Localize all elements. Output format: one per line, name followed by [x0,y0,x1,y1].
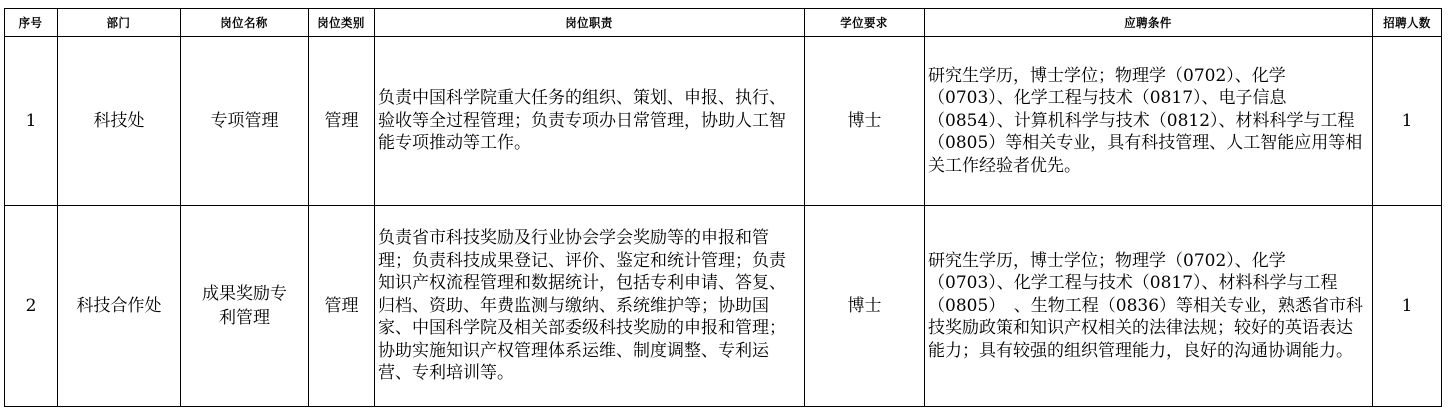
header-count: 招聘人数 [1373,9,1442,37]
cell-degree: 博士 [805,37,925,206]
header-conditions: 应聘条件 [925,9,1373,37]
cell-count: 1 [1373,206,1442,407]
header-degree: 学位要求 [805,9,925,37]
recruitment-table [4,8,1442,407]
cell-position-name: 专项管理 [181,37,309,206]
cell-duty: 负责省市科技奖励及行业协会学会奖励等的申报和管理；负责科技成果登记、评价、鉴定和统计管理；负责知识产权流程管理和数据统计，包括专利申请、答复、归档、资助、年费监测与缴纳、系统维护等；协助国家、中国科学院及相关部委级科技奖励的申报和管理；协助实施知识产权管理体系运维、制度调整、专利运营、专利培训等。 [375,206,805,407]
table-row [5,37,1442,206]
cell-position-name: 成果奖励专利管理 [181,206,309,407]
header-row [5,9,1442,37]
header-duty: 岗位职责 [375,9,805,37]
header-no: 序号 [5,9,58,37]
cell-position-type: 管理 [309,37,375,206]
cell-conditions: 研究生学历，博士学位；物理学（0702）、化学（0703）、化学工程与技术（0817）、材料科学与工程（0805） 、生物工程（0836）等相关专业，熟悉省市科技奖励政策和知识产权相关的法律法规；较好的英语表达能力；具有较强的组织管理能力，良好的沟通协调能力。 [925,206,1373,407]
table-row [5,206,1442,407]
cell-count: 1 [1373,37,1442,206]
header-position-type: 岗位类别 [309,9,375,37]
cell-position-type: 管理 [309,206,375,407]
cell-no: 2 [5,206,58,407]
cell-dept: 科技合作处 [58,206,181,407]
cell-duty: 负责中国科学院重大任务的组织、策划、申报、执行、验收等全过程管理；负责专项办日常管理，协助人工智能专项推动等工作。 [375,37,805,206]
cell-conditions: 研究生学历，博士学位；物理学（0702）、化学（0703）、化学工程与技术（0817）、电子信息（0854）、计算机科学与技术（0812）、材料科学与工程（0805）等相关专业，具有科技管理、人工智能应用等相关工作经验者优先。 [925,37,1373,206]
cell-no: 1 [5,37,58,206]
header-dept: 部门 [58,9,181,37]
cell-dept: 科技处 [58,37,181,206]
header-position-name: 岗位名称 [181,9,309,37]
cell-degree: 博士 [805,206,925,407]
